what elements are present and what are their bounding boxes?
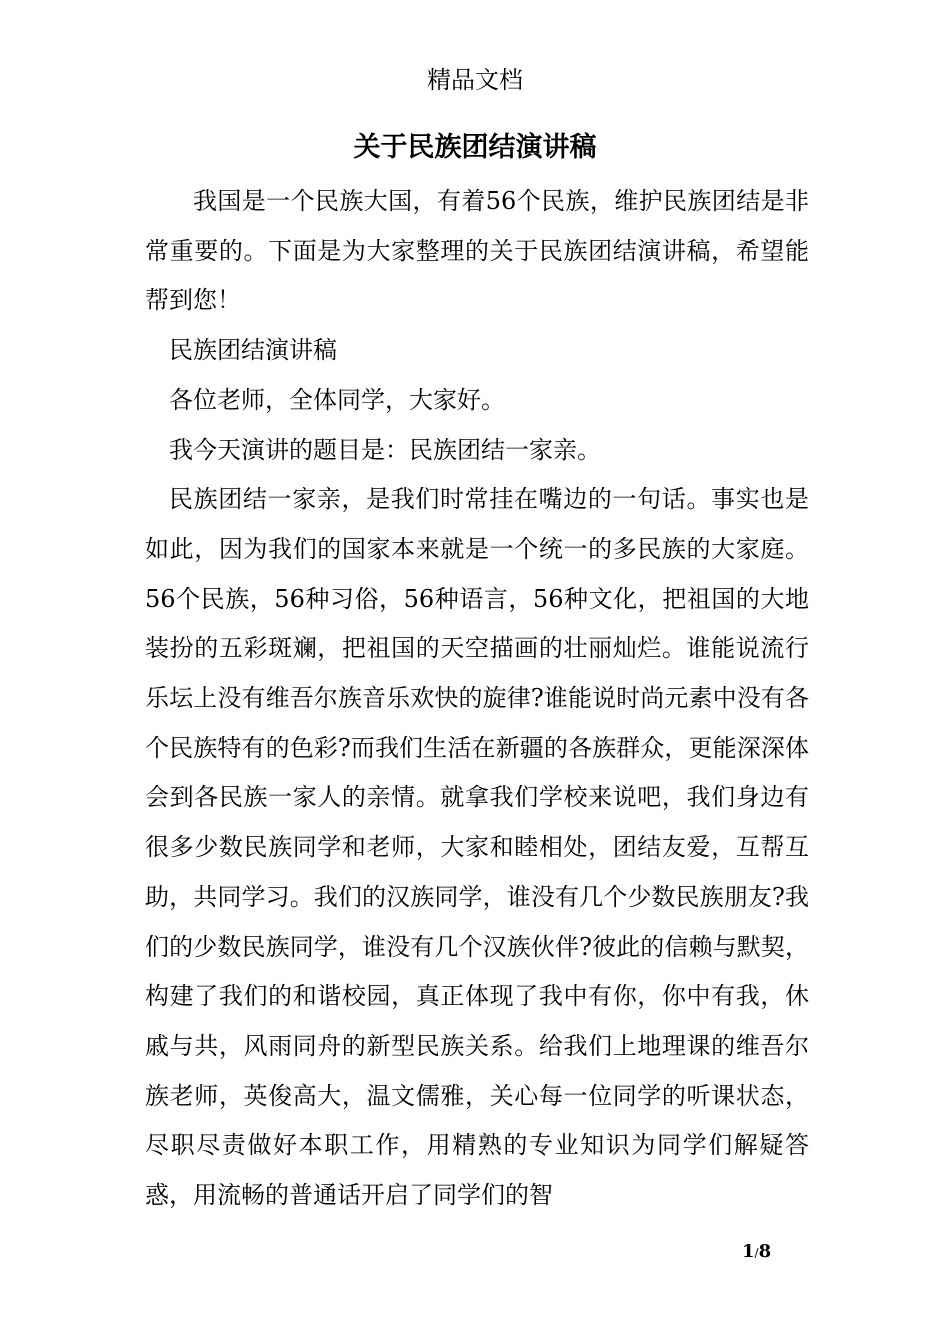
document-title: 关于民族团结演讲稿 — [353, 132, 597, 163]
topic-paragraph: 我今天演讲的题目是：民族团结一家亲。 — [169, 435, 601, 464]
page-separator: / — [754, 1246, 759, 1260]
body-paragraph: 民族团结一家亲，是我们时常挂在嘴边的一句话。事实也是如此，因为我们的国家本来就是一个统一的多民族的大家庭。56个民族，56种习俗，56种语言，56种文化，把祖国的大地装扮的五彩斑斓，把祖国的天空描画的壮丽灿烂。谁能说流行乐坛上没有维吾尔族音乐欢快的旋律?谁能说时尚元素中没有各个民族特有的色彩?而我们生活在新疆的各族群众，更能深深体会到各民族一家人的亲情。就拿我们学校来说吧，我们身边有很多少数民族同学和老师，大家和睦相处，团结友爱，互帮互助，共同学习。我们的汉族同学，谁没有几个少数民族朋友?我们的少数民族同学，谁没有几个汉族伙伴?彼此的信赖与默契，构建了我们的和谐校园，真正体现了我中有你，你中有我，休戚与共，风雨同舟的新型民族关系。给我们上地理课的维吾尔族老师，英俊高大，温文儒雅，关心每一位同学的听课状态，尽职尽责做好本职工作，用精熟的专业知识为同学们解疑答惑，用流畅的普通话开启了同学们的智 — [145, 485, 809, 1210]
page-current: 1 — [742, 1241, 755, 1262]
speech-heading: 民族团结演讲稿 — [169, 336, 337, 365]
document-body — [145, 177, 809, 1221]
page-number — [742, 1240, 771, 1265]
page-total: 8 — [758, 1241, 772, 1262]
intro-paragraph: 我国是一个民族大国，有着56个民族，维护民族团结是非常重要的。下面是为大家整理的关于民族团结演讲稿，希望能帮到您！ — [145, 187, 809, 315]
greeting-paragraph: 各位老师，全体同学，大家好。 — [169, 385, 505, 414]
page-header: 精品文档 — [427, 66, 523, 94]
